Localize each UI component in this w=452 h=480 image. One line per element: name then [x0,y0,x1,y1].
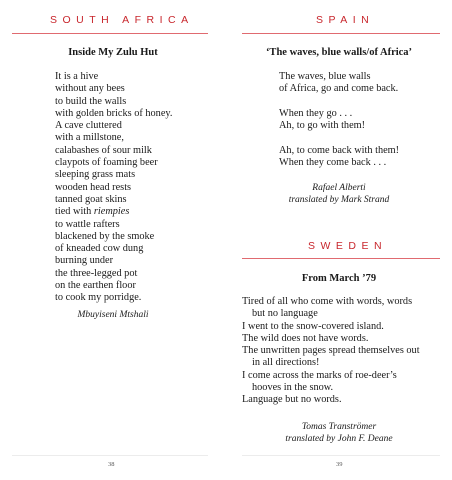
country-heading-spain: SPAIN [316,14,375,26]
poem-line: When they go . . . [279,107,353,119]
poem-line: burning under [55,255,114,267]
poem-line: to build the walls [55,95,127,107]
poem-credit-sweden [226,421,452,445]
heading-rule [242,258,440,259]
poem-line: Ah, to come back with them! [279,144,400,156]
poem-line: without any bees [55,83,125,95]
poem-line: sleeping grass mats [55,169,136,181]
poem-author: Rafael Alberti [312,183,366,193]
poem-line-riempies [55,206,172,218]
poem-line: to wattle rafters [55,218,120,230]
poem-line: in all directions! [252,357,320,369]
poem-translator: translated by Mark Strand [288,195,390,205]
page-number: 39 [336,461,343,468]
stanza-break [279,96,399,108]
poem-body-spain [279,71,399,169]
poem-translator: translated by John F. Deane [285,434,393,444]
poem-line: A cave cluttered [55,120,122,132]
poem-line: I went to the snow-covered island. [242,320,384,332]
poem-line: Language but no words. [242,394,342,406]
italic-word: riempies [93,206,130,218]
poem-title: ‘The waves, blue walls/of Africa’ [265,47,413,58]
country-heading-sweden: SWEDEN [308,240,388,252]
poem-line: with golden bricks of honey. [55,107,173,119]
poem-line: It is a hive [55,71,99,82]
poem-line: Tired of all who come with words, words [242,296,413,307]
poem-line: Ah, to go with them! [279,120,366,132]
poem-author: Mbuyiseni Mtshali [77,310,149,320]
poem-line: tanned goat skins [55,193,127,205]
poem-body [55,71,172,305]
poem-line: calabashes of sour milk [55,144,152,156]
footer-rule [12,455,208,456]
poem-line: with a millstone, [55,132,124,144]
poem-line: to cook my porridge. [55,292,142,304]
page-number: 38 [108,461,115,468]
poem-title: Inside My Zulu Hut [68,47,158,58]
poem-line: The wild does not have words. [242,332,369,344]
poem-credit-spain [226,182,452,206]
stanza-break [279,132,399,144]
country-heading-south-africa: SOUTH AFRICA [50,14,194,26]
poem-line: The waves, blue walls [279,71,371,82]
poem-line: claypots of foaming beer [55,157,158,169]
poem-title: From March ’79 [301,273,377,284]
footer-rule [242,455,440,456]
poem-line: The unwritten pages spread themselves out [242,345,420,357]
poem-line: When they come back . . . [279,157,387,169]
poem-line: wooden head rests [55,181,132,193]
poem-line: of kneaded cow dung [55,243,144,255]
poem-line: blackened by the smoke [55,230,155,242]
poem-line: hooves in the snow. [252,382,334,394]
poem-body-sweden [242,296,420,407]
poem-line: the three-legged pot [55,267,138,279]
poem-line: but no language [252,308,318,320]
poem-line: I come across the marks of roe-deer’s [242,369,397,381]
right-page [226,0,452,480]
heading-rule [242,33,440,34]
poem-author: Tomas Tranströmer [301,422,377,432]
heading-rule [12,33,208,34]
poem-line-text: tied with [55,206,94,218]
poem-line: on the earthen floor [55,280,136,292]
poem-line: of Africa, go and come back. [279,83,399,95]
